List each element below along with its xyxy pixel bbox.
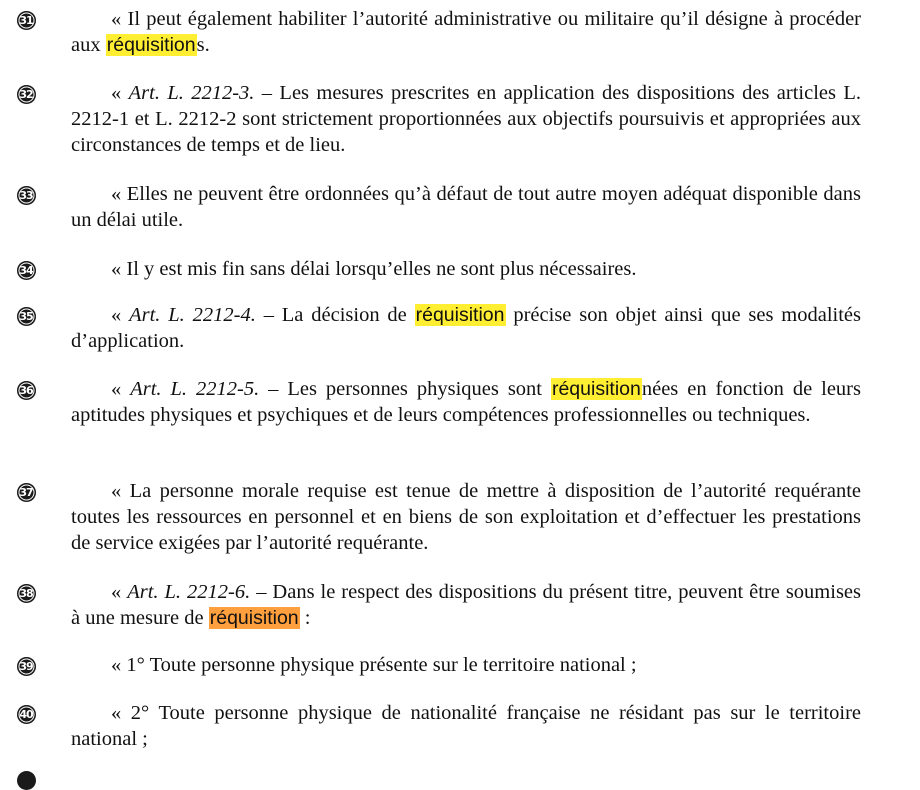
article-reference: Art. L. 2212-6. [127,581,251,603]
paragraph-number-badge: 34 [17,261,36,280]
article-reference: Art. L. 2212-3. [128,82,255,104]
paragraph-number-badge: 35 [17,307,36,326]
current-search-highlight: réquisition [209,607,299,629]
paragraph-number-badge: 36 [17,381,36,400]
paragraph-text[interactable]: « 2° Toute personne physique de nationalité française ne résidant pas sur le territoire national ; [71,702,861,750]
paragraph-number-badge: 31 [17,11,36,30]
article-reference: Art. L. 2212-4. [129,304,256,326]
paragraph-number-badge: 37 [17,483,36,502]
paragraph-number-badge: 33 [17,186,36,205]
paragraph-text[interactable]: « Il peut également habiliter l’autorité administrative ou militaire qu’il désigne à procéder aux réquisitions. [71,8,861,56]
paragraph-text[interactable]: « 1° Toute personne physique présente sur le territoire national ; [111,654,637,676]
paragraph-number-badge: 32 [17,85,36,104]
paragraph-number-badge: 40 [17,705,36,724]
paragraph-text[interactable]: « Elles ne peuvent être ordonnées qu’à défaut de tout autre moyen adéquat disponible dans un délai utile. [71,183,861,231]
search-highlight: réquisition [551,378,641,400]
article-reference: Art. L. 2212-5. [130,378,260,400]
search-highlight: réquisition [106,34,196,56]
paragraph-number-badge: 38 [17,584,36,603]
paragraph-text[interactable]: « Art. L. 2212-6. – Dans le respect des dispositions du présent titre, peuvent être soumises à une mesure de réquisition : [71,581,862,629]
search-highlight: réquisition [415,304,505,326]
paragraph-number-badge-cropped [17,771,36,790]
paragraph-text[interactable]: « Art. L. 2212-3. – Les mesures prescrites en application des dispositions des articles L. 2212-1 et L. 2212-2 sont strictement proportionnées aux objectifs poursuivis et appropriées aux circonstances de temps et de lieu. [71,82,861,156]
paragraph-text[interactable]: « La personne morale requise est tenue de mettre à disposition de l’autorité requérante toutes les ressources en personnel et en biens de son exploitation et d’effectuer les prestations de service exigées par l’autorité requérante. [71,480,861,554]
paragraph-text[interactable]: « Art. L. 2212-4. – La décision de réquisition précise son objet ainsi que ses modalités d’application. [71,304,861,352]
paragraph-text[interactable]: « Art. L. 2212-5. – Les personnes physiques sont réquisitionnées en fonction de leurs aptitudes physiques et psychiques et de leurs compétences professionnelles ou techniques. [71,378,861,426]
paragraph-text[interactable]: « Il y est mis fin sans délai lorsqu’elles ne sont plus nécessaires. [111,258,637,280]
paragraph-number-badge: 39 [17,657,36,676]
